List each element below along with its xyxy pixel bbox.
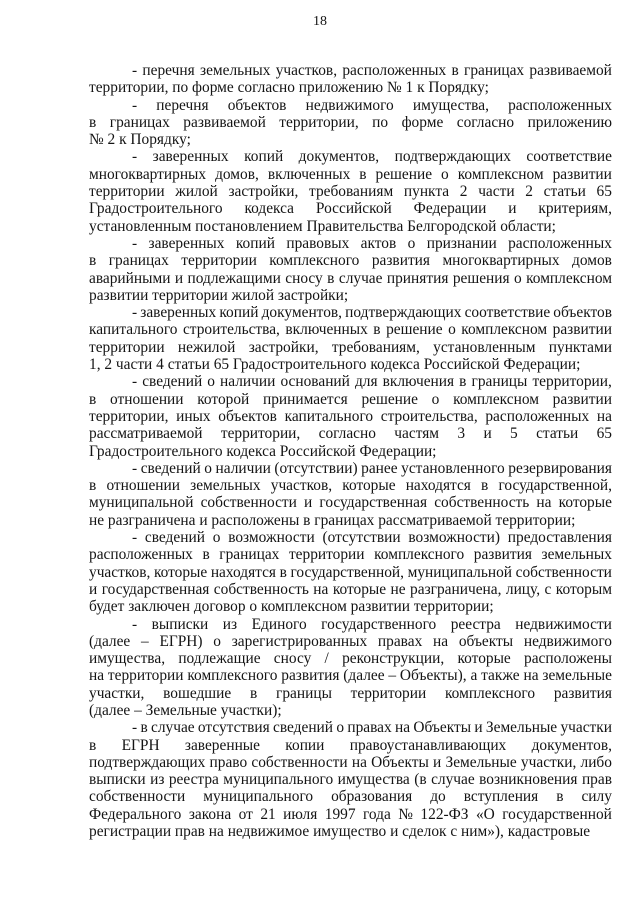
text-line: будет заключен договор о комплексном развитии территории; bbox=[89, 598, 494, 616]
text-line: и государственная собственность на которые не разграничена, лицу, с которым bbox=[89, 580, 612, 598]
text-line: в границах территории комплексного развития многоквартирных домов bbox=[89, 252, 612, 270]
text-line: развитии территории жилой застройки; bbox=[89, 286, 349, 304]
text-line: имущества, подлежащие сносу / реконструкции, которые расположены bbox=[89, 650, 612, 668]
text-line: аварийными и подлежащими сносу в случае принятия решения о комплексном bbox=[89, 269, 612, 287]
text-line: территории, иных объектов капитального строительства, расположенных на bbox=[89, 407, 612, 425]
text-line: многоквартирных домов, включенных в решение о комплексном развитии bbox=[89, 165, 612, 183]
text-line: в границах развиваемой территории, по форме согласно приложению bbox=[89, 113, 612, 131]
text-line: Федерального закона от 21 июля 1997 года № 122-ФЗ «О государственной bbox=[89, 805, 612, 823]
text-line: - сведений о наличии (отсутствии) ранее установленного резервирования bbox=[132, 459, 612, 477]
text-line: участки, вошедшие в границы территории комплексного развития bbox=[89, 684, 612, 702]
text-line: - сведений о возможности (отсутствии возможности) предоставления bbox=[132, 529, 612, 547]
text-line: регистрации прав на недвижимое имущество и сделок с ним»), кадастровые bbox=[89, 823, 591, 841]
text-line: - сведений о наличии оснований для включения в границы территории, bbox=[132, 373, 612, 391]
text-line: на территории комплексного развития (далее – Объекты), а также на земельные bbox=[89, 667, 612, 685]
paragraph bbox=[89, 719, 612, 840]
paragraph bbox=[89, 97, 612, 149]
paragraph bbox=[89, 148, 612, 234]
text-line: 1, 2 части 4 статьи 65 Градостроительного кодекса Российской Федерации; bbox=[89, 356, 581, 374]
text-line: в ЕГРН заверенные копии правоустанавливающих документов, bbox=[89, 736, 612, 754]
text-line: собственности муниципального образования до вступления в силу bbox=[89, 788, 612, 806]
text-line: - заверенных копий правовых актов о признании расположенных bbox=[132, 234, 612, 252]
paragraph bbox=[89, 373, 612, 459]
text-line: - заверенных копий документов, подтверждающих соответствие объектов bbox=[132, 304, 612, 322]
text-line: не разграничена и расположены в границах рассматриваемой территории; bbox=[89, 511, 576, 529]
text-line: Градостроительного кодекса Российской Федерации; bbox=[89, 442, 437, 460]
text-line: рассматриваемой территории, согласно частям 3 и 5 статьи 65 bbox=[89, 425, 612, 443]
text-line: муниципальной собственности и государственная собственность на которые bbox=[89, 494, 612, 512]
paragraph bbox=[89, 460, 612, 529]
paragraph bbox=[89, 304, 612, 373]
text-line: - перечня земельных участков, расположенных в границах развиваемой bbox=[132, 62, 612, 79]
text-line: в отношении которой принимается решение о комплексном развитии bbox=[89, 390, 612, 408]
paragraph bbox=[89, 235, 612, 304]
text-line: установленным постановлением Правительства Белгородской области; bbox=[89, 217, 556, 235]
text-line: участков, которые находятся в государственной, муниципальной собственности bbox=[89, 563, 612, 581]
text-line: территории, по форме согласно приложению № 1 к Порядку; bbox=[89, 79, 489, 97]
text-line: территории нежилой застройки, требованиям, установленным пунктами bbox=[89, 338, 612, 356]
text-line: (далее – Земельные участки); bbox=[89, 701, 282, 719]
text-line: в отношении земельных участков, которые находятся в государственной, bbox=[89, 477, 612, 495]
text-line: - выписки из Единого государственного реестра недвижимости bbox=[132, 615, 612, 633]
text-line: подтверждающих право собственности на Объекты и Земельные участки, либо bbox=[89, 753, 612, 771]
text-line: капитального строительства, включенных в решение о комплексном развитии bbox=[89, 321, 612, 339]
paragraph bbox=[89, 62, 612, 97]
text-line: выписки из реестра муниципального имущества (в случае возникновения прав bbox=[89, 771, 612, 789]
document-body bbox=[89, 62, 612, 840]
paragraph bbox=[89, 529, 612, 615]
text-line: расположенных в границах территории комплексного развития земельных bbox=[89, 546, 612, 564]
text-line: (далее – ЕГРН) о зарегистрированных правах на объекты недвижимого bbox=[89, 632, 612, 650]
page-number: 18 bbox=[313, 14, 327, 29]
text-line: территории жилой застройки, требованиям пункта 2 части 2 статьи 65 bbox=[89, 183, 612, 201]
text-line: Градостроительного кодекса Российской Федерации и критериям, bbox=[89, 200, 612, 218]
text-line: - заверенных копий документов, подтверждающих соответствие bbox=[132, 148, 612, 166]
text-line: - в случае отсутствия сведений о правах на Объекты и Земельные участки bbox=[132, 719, 612, 737]
paragraph bbox=[89, 616, 612, 720]
text-line: № 2 к Порядку; bbox=[89, 131, 191, 149]
text-line: - перечня объектов недвижимого имущества, расположенных bbox=[132, 96, 612, 114]
